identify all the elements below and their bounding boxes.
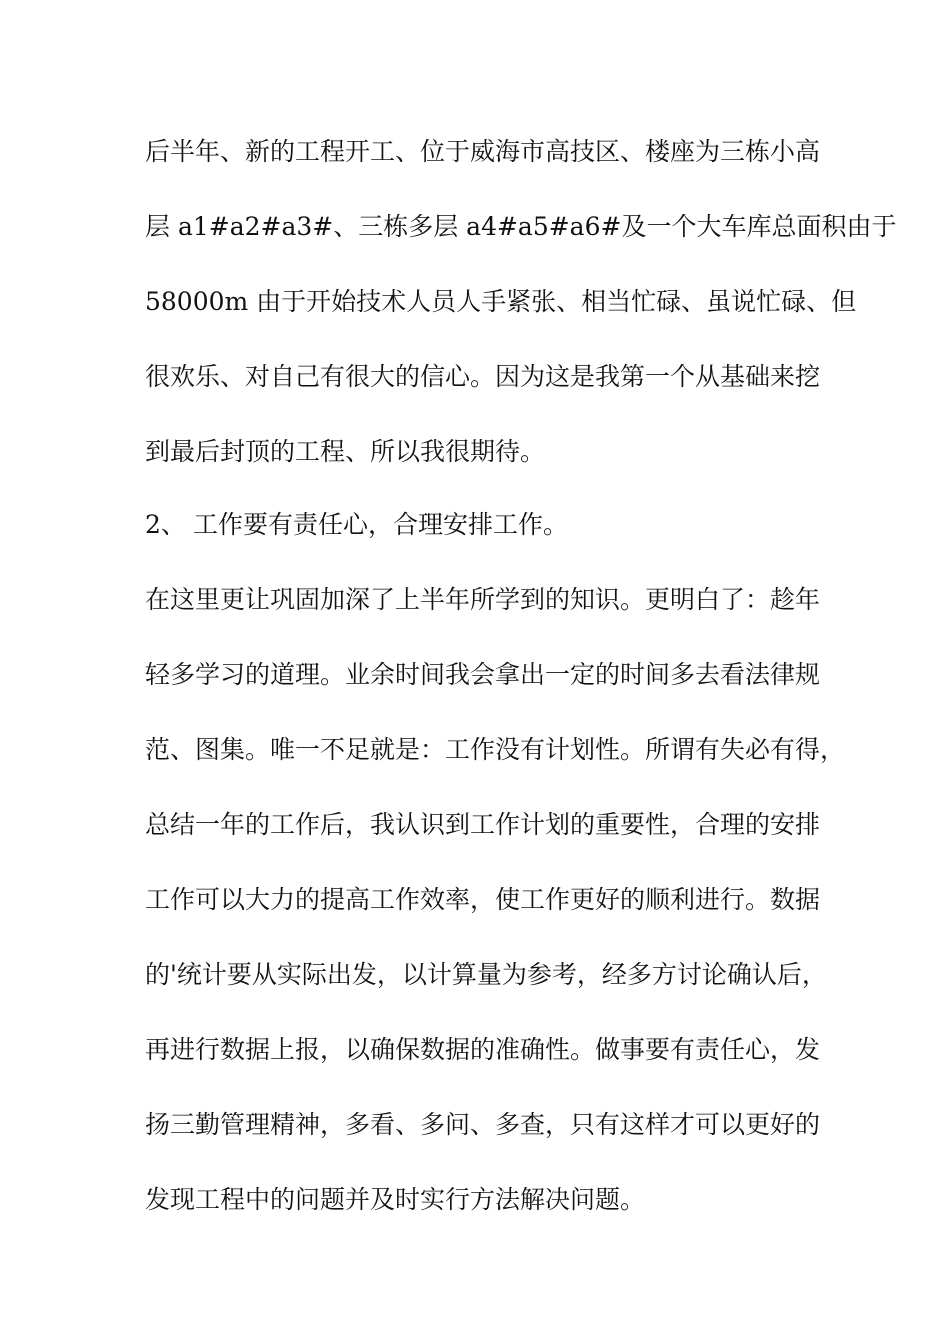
paragraph-line: 扬三勤管理精神，多看、多问、多查，只有这样才可以更好的: [145, 1110, 821, 1139]
paragraph-line: 再进行数据上报，以确保数据的准确性。做事要有责任心，发: [145, 1035, 821, 1064]
section-heading-text: 工作要有责任心，合理安排工作。: [193, 510, 569, 539]
paragraph-line: 发现工程中的问题并及时实行方法解决问题。: [145, 1185, 646, 1214]
paragraph-line: 58000m 由于开始技术人员人手紧张、相当忙碌、虽说忙碌、但: [145, 287, 857, 316]
paragraph-line: 的'统计要从实际出发，以计算量为参考，经多方讨论确认后，: [145, 960, 827, 989]
paragraph-line: 层 a1#a2#a3#、三栋多层 a4#a5#a6#及一个大车库总面积由于: [145, 212, 897, 241]
paragraph-line: 很欢乐、对自己有很大的信心。因为这是我第一个从基础来挖: [145, 362, 821, 391]
section-heading: [145, 505, 835, 545]
paragraph-line: 到最后封顶的工程、所以我很期待。: [145, 437, 546, 466]
paragraph-line: 工作可以大力的提高工作效率，使工作更好的顺利进行。数据: [145, 885, 821, 914]
paragraph-line: 后半年、新的工程开工、位于威海市高技区、楼座为三栋小高: [145, 137, 821, 166]
paragraph-line: 轻多学习的道理。业余时间我会拿出一定的时间多去看法律规: [145, 660, 821, 689]
section-number: 2、: [145, 510, 186, 539]
paragraph-line: 在这里更让巩固加深了上半年所学到的知识。更明白了：趁年: [145, 585, 821, 614]
paragraph-line: 范、图集。唯一不足就是：工作没有计划性。所谓有失必有得，: [145, 735, 846, 764]
paragraph-line: 总结一年的工作后，我认识到工作计划的重要性，合理的安排: [145, 810, 821, 839]
